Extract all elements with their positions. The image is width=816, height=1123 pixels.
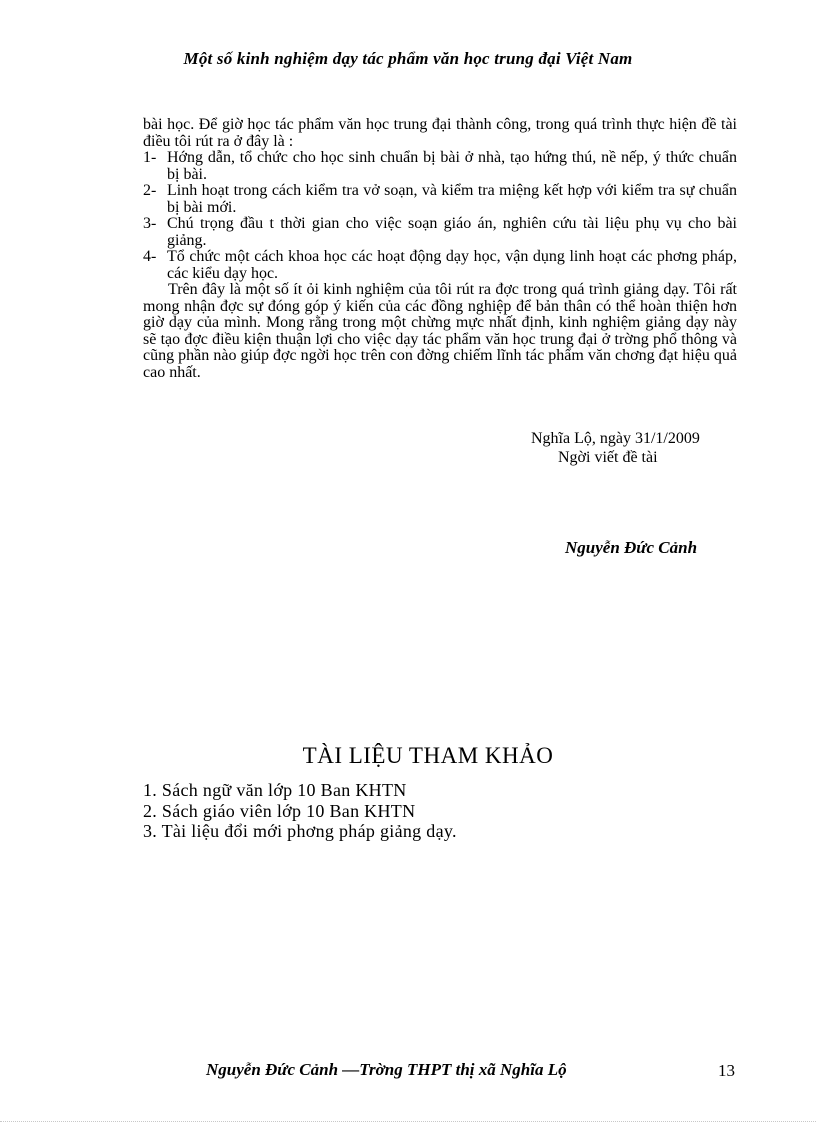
references-list: [143, 780, 457, 842]
page-edge-divider: [0, 1121, 816, 1122]
list-item-text: Hớng dẫn, tổ chức cho học sinh chuẩn bị bài ở nhà, tạo hứng thú, nề nếp, ý thức chuẩn bị bài.: [167, 149, 737, 183]
reference-item: 1. Sách ngữ văn lớp 10 Ban KHTN: [143, 780, 407, 800]
reference-item: 3. Tài liệu đổi mới phơng pháp giảng dạy.: [143, 821, 457, 841]
references-title: TÀI LIỆU THAM KHẢO: [302, 743, 554, 768]
measures-list: [143, 150, 737, 282]
signature-place-date: Nghĩa Lộ, ngày 31/1/2009: [531, 430, 700, 447]
footer-author-school: Nguyễn Đức Cảnh —Trờng THPT thị xã Nghĩa Lộ: [206, 1060, 567, 1079]
running-header: Một số kinh nghiệm dạy tác phẩm văn học trung đại Việt Nam: [183, 49, 633, 68]
intro-paragraph: bài học. Để giờ học tác phẩm văn học trung đại thành công, trong quá trình thực hiện đề tài điều tôi rút ra ở đây là :: [143, 116, 737, 150]
list-item-number: 3-: [143, 215, 157, 232]
list-item-number: 1-: [143, 149, 157, 166]
list-item-text: Tổ chức một cách khoa học các hoạt động dạy học, vận dụng linh hoạt các phơng pháp, các kiểu dạy học.: [167, 248, 737, 282]
main-text: [143, 117, 737, 381]
signature-role: Ngời viết đề tài: [558, 449, 658, 466]
list-item: [143, 249, 737, 282]
list-item-number: 2-: [143, 182, 157, 199]
list-item-text: Chú trọng đầu t thời gian cho việc soạn giáo án, nghiên cứu tài liệu phụ vụ cho bài giảng.: [167, 215, 737, 249]
page-number: 13: [718, 1061, 735, 1080]
signature-name: Nguyễn Đức Cảnh: [565, 538, 698, 557]
reference-item: 2. Sách giáo viên lớp 10 Ban KHTN: [143, 800, 416, 821]
list-item: [143, 216, 737, 249]
list-item: [143, 150, 737, 183]
list-item: [143, 183, 737, 216]
list-item-number: 4-: [143, 248, 157, 265]
list-item-text: Linh hoạt trong cách kiểm tra vở soạn, và kiểm tra miệng kết hợp với kiểm tra sự chuẩn bị bài mới.: [167, 182, 737, 216]
conclusion-paragraph: Trên đây là một số ít ỏi kinh nghiệm của tôi rút ra đợc trong quá trình giảng dạy. Tôi rất mong nhận đợc sự đóng góp ý kiến của các đồng nghiệp để bản thân có thể hoàn thiện hơn giờ dạy của mình. Mong rằng trong một chừng mực nhất định, kinh nghiệm giảng dạy này sẽ tạo đợc điều kiện thuận lợi cho việc dạy tác phẩm văn học trung đại ở trờng phổ thông và cũng phần nào giúp đợc ngời học trên con đờng chiếm lĩnh tác phẩm văn chơng đạt hiệu quả cao nhất.: [143, 281, 737, 381]
